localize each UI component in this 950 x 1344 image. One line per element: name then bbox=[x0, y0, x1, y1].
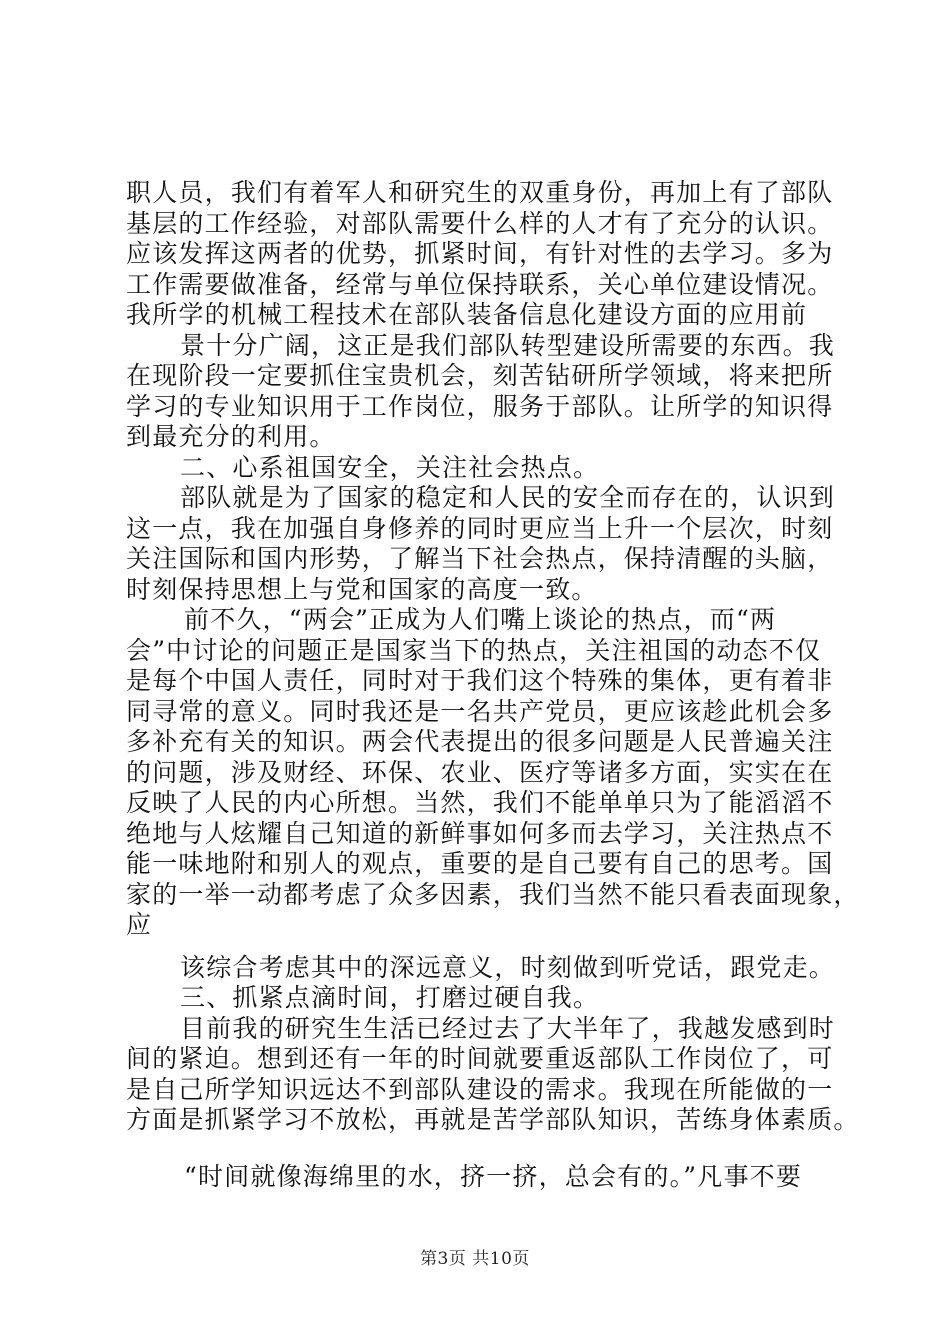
text-line: 该综合考虑其中的深远意义，时刻做到听党话，跟党走。 bbox=[180, 952, 836, 982]
text-line: 前不久，“两会”正成为人们嘴上谈论的热点，而“两 bbox=[184, 605, 777, 634]
text-line: 的问题，涉及财经、环保、农业、医疗等诸多方面，实实在在 bbox=[126, 757, 834, 787]
text-line: 部队就是为了国家的稳定和人民的安全而存在的，认识到 bbox=[180, 483, 836, 512]
text-line: 关注国际和国内形势，了解当下社会热点，保持清醒的头脑， bbox=[126, 544, 834, 573]
section-heading: 三、抓紧点滴时间，打磨过硬自我。 bbox=[180, 983, 600, 1012]
text-line: 间的紧迫。想到还有一年的时间就要重返部队工作岗位了，可 bbox=[126, 1044, 834, 1073]
text-line: 反映了人民的内心所想。当然，我们不能单单只为了能滔滔不 bbox=[126, 788, 834, 817]
text-line: 会”中讨论的问题正是国家当下的热点，关注祖国的动态不仅 bbox=[126, 635, 822, 665]
text-line: “时间就像海绵里的水，挤一挤，总会有的。”凡事不要 bbox=[184, 1161, 803, 1191]
text-line: 目前我的研究生生活已经过去了大半年了，我越发感到时 bbox=[180, 1013, 836, 1043]
page-number-footer: 第3页 共10页 bbox=[420, 1249, 530, 1269]
text-line: 我所学的机械工程技术在部队装备信息化建设方面的应用前 bbox=[126, 300, 808, 329]
text-line: 多补充有关的知识。两会代表提出的很多问题是人民普遍关注 bbox=[126, 727, 834, 756]
text-line: 这一点，我在加强自身修养的同时更应当上升一个层次，时刻 bbox=[126, 513, 834, 543]
text-line: 是每个中国人责任，同时对于我们这个特殊的集体，更有着非 bbox=[126, 666, 834, 695]
text-line: 职人员，我们有着军人和研究生的双重身份，再加上有了部队 bbox=[126, 178, 834, 207]
text-line: 时刻保持思想上与党和国家的高度一致。 bbox=[126, 574, 598, 604]
text-line: 家的一举一动都考虑了众多因素，我们当然不能只看表面现象， bbox=[126, 879, 860, 909]
text-line: 应该发挥这两者的优势，抓紧时间，有针对性的去学习。多为 bbox=[126, 239, 834, 268]
document-body bbox=[126, 178, 860, 1192]
text-line: 能一味地附和别人的观点，重要的是自己要有自己的思考。国 bbox=[126, 849, 834, 878]
text-line: 到最充分的利用。 bbox=[126, 422, 336, 451]
text-line: 基层的工作经验，对部队需要什么样的人才有了充分的认识。 bbox=[126, 208, 834, 238]
text-line: 景十分广阔，这正是我们部队转型建设所需要的东西。我 bbox=[180, 330, 836, 360]
text-line: 学习的专业知识用于工作岗位，服务于部队。让所学的知识得 bbox=[126, 391, 834, 421]
text-line: 绝地与人炫耀自己知道的新鲜事如何多而去学习，关注热点不 bbox=[126, 818, 834, 848]
text-line: 应 bbox=[126, 910, 153, 939]
text-line: 工作需要做准备，经常与单位保持联系，关心单位建设情况。 bbox=[126, 269, 834, 299]
text-line: 同寻常的意义。同时我还是一名共产党员，更应该趁此机会多 bbox=[126, 696, 834, 726]
text-line: 方面是抓紧学习不放松，再就是苦学部队知识，苦练身体素质。 bbox=[126, 1105, 860, 1134]
text-line: 在现阶段一定要抓住宝贵机会，刻苦钻研所学领域，将来把所 bbox=[126, 361, 834, 390]
section-heading: 二、心系祖国安全，关注社会热点。 bbox=[180, 452, 600, 482]
text-line: 是自己所学知识远达不到部队建设的需求。我现在所能做的一 bbox=[126, 1074, 834, 1104]
